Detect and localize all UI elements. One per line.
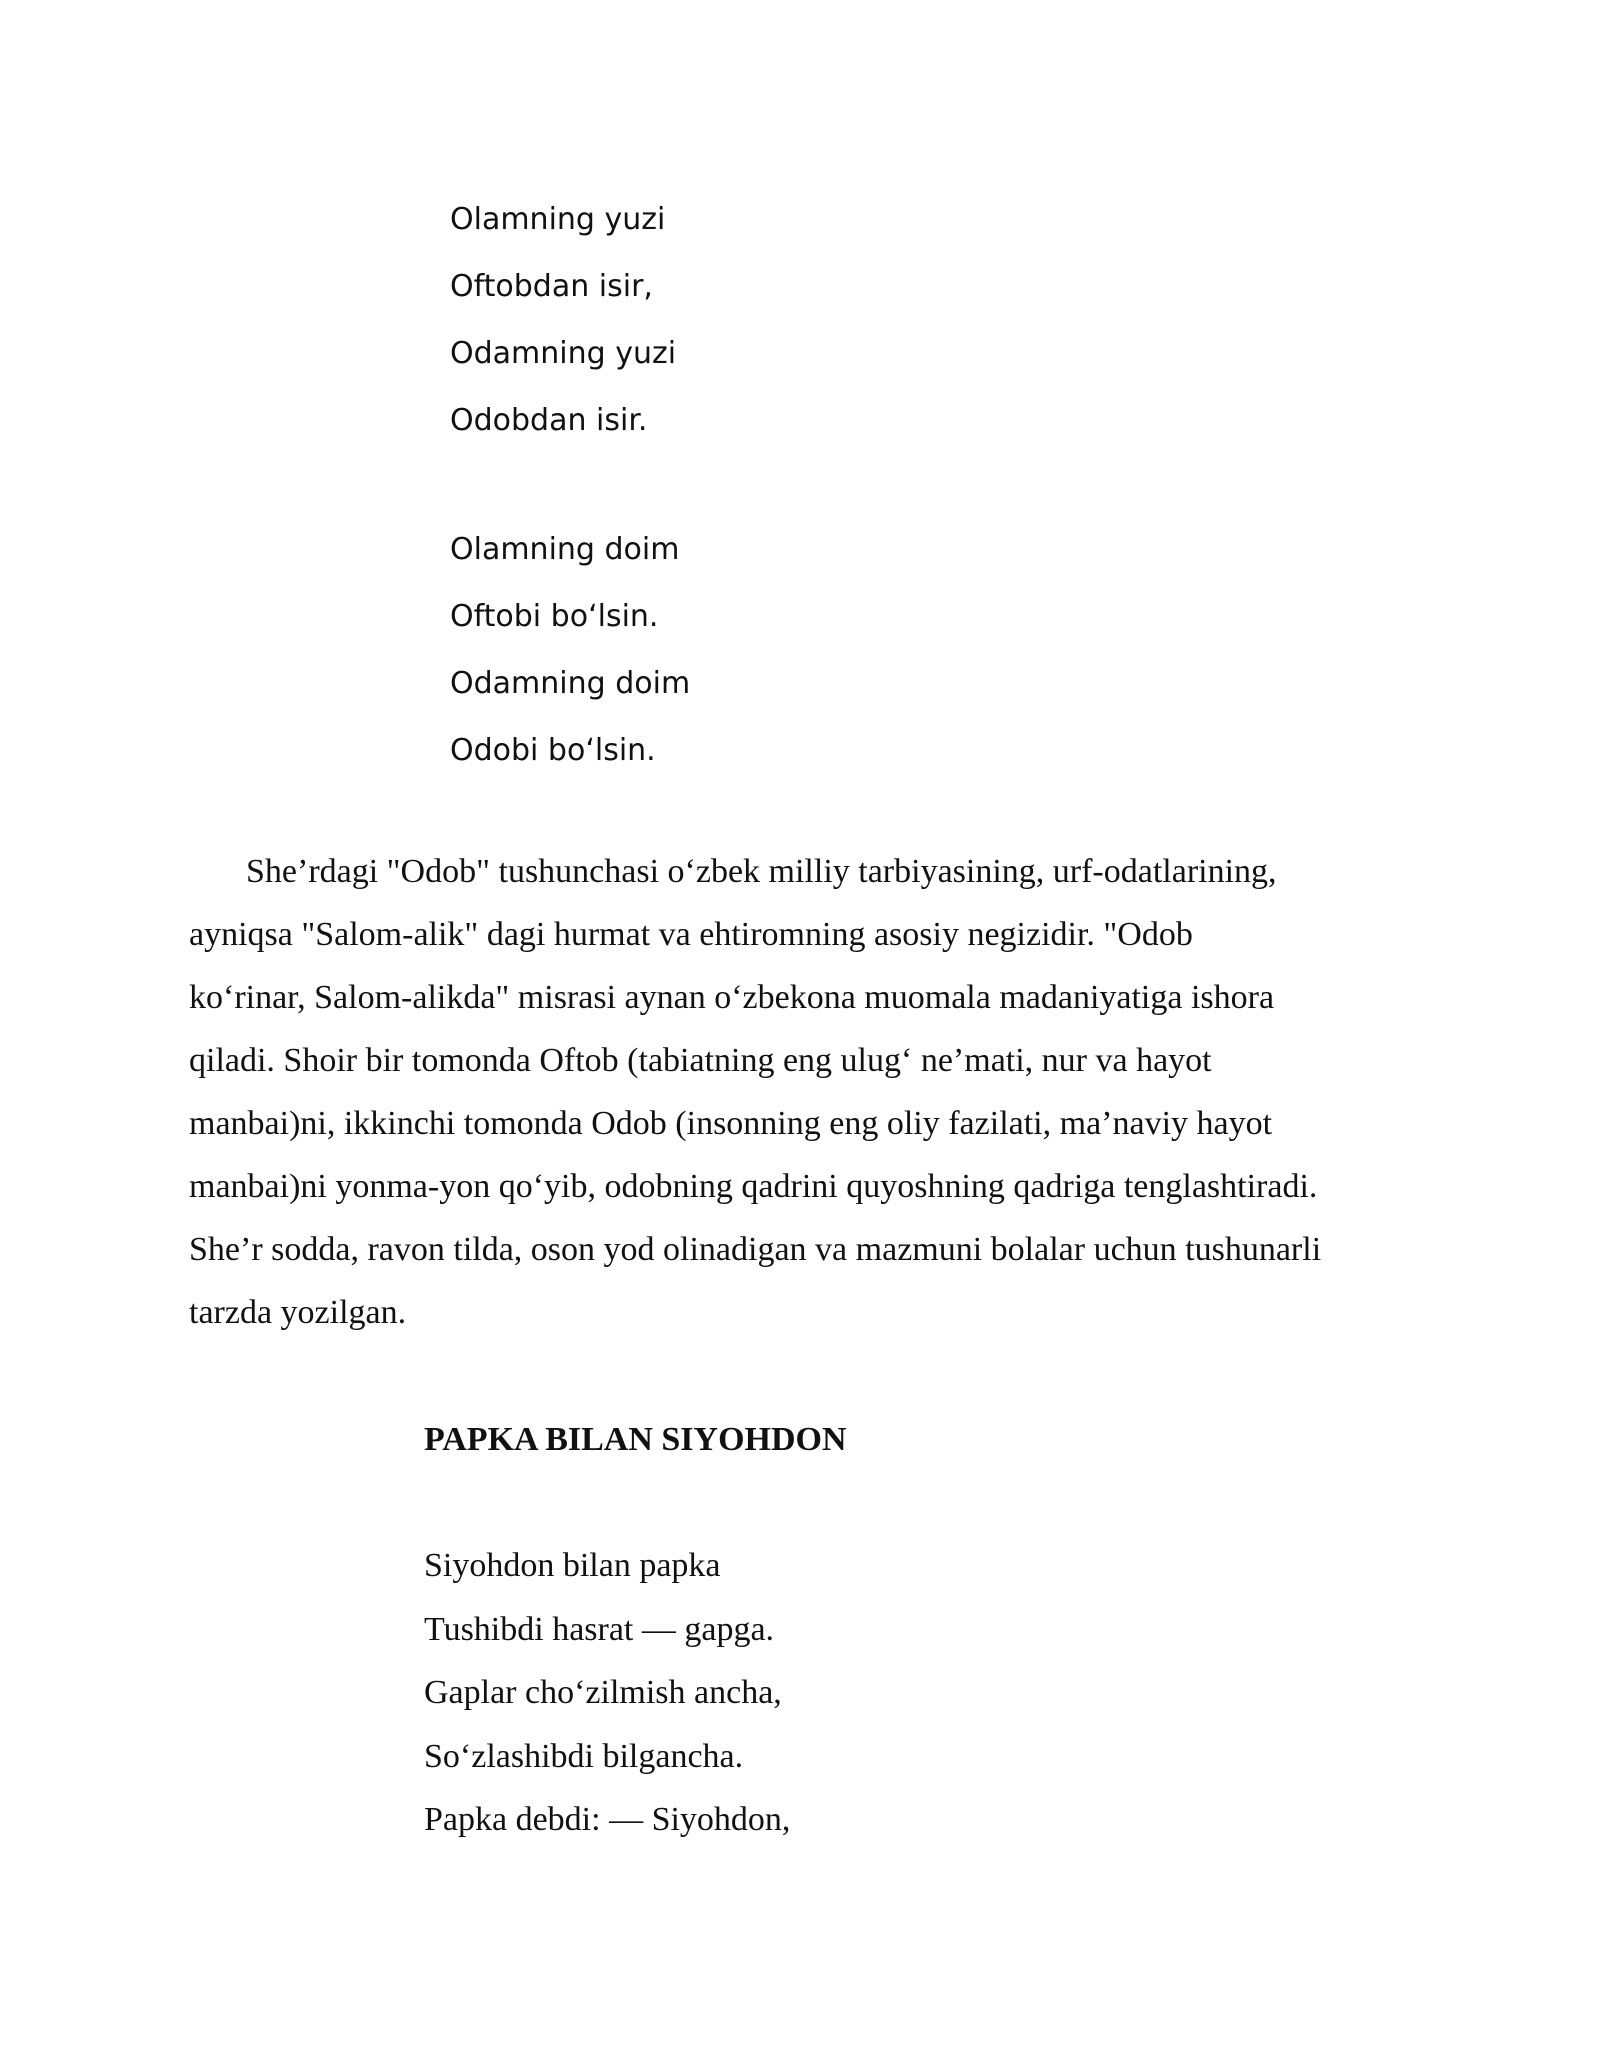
poem-line: Tushibdi hasrat — gapga. xyxy=(424,1610,775,1648)
paragraph-line: manbai)ni yonma-yon qo‘yib, odobning qadrini quyoshning qadriga tenglashtiradi. xyxy=(189,1168,1318,1205)
paragraph-line: ko‘rinar, Salom-alikda" misrasi aynan o‘zbekona muomala madaniyatiga ishora xyxy=(189,979,1275,1016)
paragraph-line: tarzda yozilgan. xyxy=(189,1294,407,1331)
poem-line: Gaplar cho‘zilmish ancha, xyxy=(424,1674,782,1711)
paragraph-line: She’r sodda, ravon tilda, oson yod olinadigan va mazmuni bolalar uchun tushunarli xyxy=(189,1231,1322,1268)
poem-line: Siyohdon bilan papka xyxy=(424,1547,721,1584)
poem-line: Oftobdan isir, xyxy=(450,269,653,304)
poem-line: Odamning yuzi xyxy=(450,336,677,371)
poem-line: Olamning doim xyxy=(450,532,680,567)
poem-line: Papka debdi: — Siyohdon, xyxy=(424,1801,791,1838)
poem-line: Odobi bo‘lsin. xyxy=(450,733,656,768)
poem-papka-bilan-siyohdon xyxy=(424,1534,790,1852)
poem-line: Odamning doim xyxy=(450,666,691,701)
poem-title: PAPKA BILAN SIYOHDON xyxy=(424,1421,847,1458)
paragraph-line: qiladi. Shoir bir tomonda Oftob (tabiatning eng ulug‘ ne’mati, nur va hayot xyxy=(189,1042,1212,1079)
poem-line: So‘zlashibdi bilgancha. xyxy=(424,1737,744,1775)
paragraph-line: manbai)ni, ikkinchi tomonda Odob (insonning eng oliy fazilati, ma’naviy hayot xyxy=(189,1105,1273,1142)
paragraph-line: ayniqsa "Salom-alik" dagi hurmat va ehtiromning asosiy negizidir. "Odob xyxy=(189,916,1193,953)
stanza-break xyxy=(450,454,690,516)
poem-line: Oftobi bo‘lsin. xyxy=(450,599,659,634)
paragraph-line: She’rdagi "Odob" tushunchasi o‘zbek milliy tarbiyasining, urf-odatlarining, xyxy=(246,853,1277,890)
poem-odob xyxy=(450,186,690,784)
poem-line: Odobdan isir. xyxy=(450,403,648,438)
commentary-paragraph xyxy=(189,840,1429,1344)
poem-line: Olamning yuzi xyxy=(450,202,666,237)
